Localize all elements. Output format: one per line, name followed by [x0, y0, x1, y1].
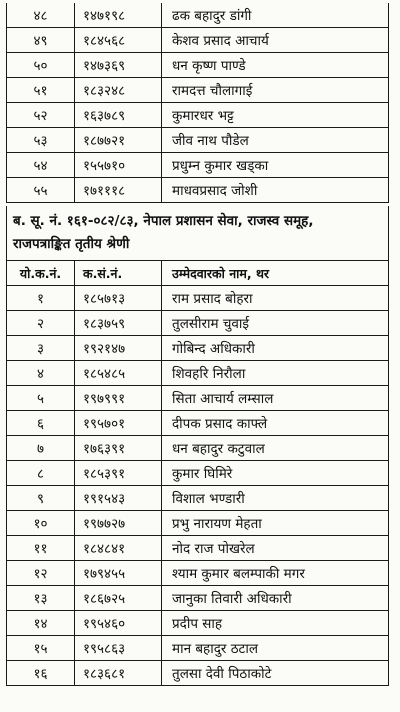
table-row: [7, 511, 389, 536]
serial-number-cell: ५०: [7, 53, 75, 78]
serial-number-cell: ११: [7, 536, 75, 561]
roll-number-cell: १९१५४३: [75, 486, 162, 511]
header-name: उम्मेदवारको नाम, थर: [162, 261, 389, 286]
roll-number-cell: १८३६८१: [75, 661, 162, 686]
serial-number-cell: ५२: [7, 103, 75, 128]
serial-number-cell: १२: [7, 561, 75, 586]
table-row: [7, 178, 389, 203]
table-header: [7, 261, 389, 286]
candidate-name-cell: नोद राज पोखरेल: [162, 536, 389, 561]
table-row: [7, 486, 389, 511]
roll-number-cell: १७६३९१: [75, 436, 162, 461]
roll-number-cell: १८४८४१: [75, 536, 162, 561]
candidate-name-cell: शिवहरि निरौला: [162, 361, 389, 386]
table-row: [7, 78, 389, 103]
candidate-name-cell: रामदत्त चौलागाई: [162, 78, 389, 103]
roll-number-cell: १५५७१०: [75, 153, 162, 178]
serial-number-cell: १: [7, 286, 75, 311]
table-row: [7, 128, 389, 153]
roll-number-cell: १८३७५९: [75, 311, 162, 336]
candidate-table: [6, 260, 389, 686]
roll-number-cell: १८६७२५: [75, 586, 162, 611]
section-heading-line1: ब. सू. नं. १६१-०८२/८३, नेपाल प्रशासन सेवा, राजस्व समूह,: [13, 213, 314, 229]
candidate-name-cell: कुमारधर भट्ट: [162, 103, 389, 128]
serial-number-cell: ६: [7, 411, 75, 436]
candidate-name-cell: प्रदीप साह: [162, 611, 389, 636]
table-row: [7, 586, 389, 611]
table-row: [7, 3, 389, 28]
candidate-name-cell: धन बहादुर कटुवाल: [162, 436, 389, 461]
table-row: [7, 28, 389, 53]
candidate-name-cell: धन कृष्ण पाण्डे: [162, 53, 389, 78]
roll-number-cell: १७१११८: [75, 178, 162, 203]
serial-number-cell: ८: [7, 461, 75, 486]
serial-number-cell: ९: [7, 486, 75, 511]
roll-number-cell: १४७३६९: [75, 53, 162, 78]
table-row: [7, 411, 389, 436]
table-row: [7, 436, 389, 461]
roll-number-cell: १९७७२७: [75, 511, 162, 536]
candidate-name-cell: श्याम कुमार बलम्पाकी मगर: [162, 561, 389, 586]
candidate-name-cell: जीव नाथ पौडेल: [162, 128, 389, 153]
serial-number-cell: ७: [7, 436, 75, 461]
candidate-name-cell: जानुका तिवारी अधिकारी: [162, 586, 389, 611]
serial-number-cell: ४९: [7, 28, 75, 53]
roll-number-cell: १९२१४७: [75, 336, 162, 361]
table-row: [7, 336, 389, 361]
serial-number-cell: ५: [7, 386, 75, 411]
table-row: [7, 611, 389, 636]
serial-number-cell: ४: [7, 361, 75, 386]
candidate-name-cell: दीपक प्रसाद काफ्ले: [162, 411, 389, 436]
table-body: [7, 3, 389, 203]
table-row: [7, 153, 389, 178]
candidate-name-cell: कुमार घिमिरे: [162, 461, 389, 486]
serial-number-cell: ५३: [7, 128, 75, 153]
candidate-name-cell: माधवप्रसाद जोशी: [162, 178, 389, 203]
candidate-name-cell: ढक बहादुर डांगी: [162, 3, 389, 28]
candidate-name-cell: गोबिन्द अधिकारी: [162, 336, 389, 361]
candidate-name-cell: विशाल भण्डारी: [162, 486, 389, 511]
table-row: [7, 536, 389, 561]
table-row: [7, 461, 389, 486]
table-row: [7, 636, 389, 661]
serial-number-cell: १४: [7, 611, 75, 636]
roll-number-cell: १८५४८५: [75, 361, 162, 386]
candidate-name-cell: राम प्रसाद बोहरा: [162, 286, 389, 311]
serial-number-cell: २: [7, 311, 75, 336]
serial-number-cell: १३: [7, 586, 75, 611]
candidate-name-cell: प्रधुम्न कुमार खड्का: [162, 153, 389, 178]
serial-number-cell: ५४: [7, 153, 75, 178]
section-heading: [6, 206, 389, 260]
table-row: [7, 561, 389, 586]
table-row: [7, 311, 389, 336]
table-row: [7, 361, 389, 386]
serial-number-cell: ५५: [7, 178, 75, 203]
candidate-name-cell: मान बहादुर ठटाल: [162, 636, 389, 661]
table-row: [7, 286, 389, 311]
roll-number-cell: १९७९९१: [75, 386, 162, 411]
roll-number-cell: १८५३९१: [75, 461, 162, 486]
roll-number-cell: १८३२४८: [75, 78, 162, 103]
serial-number-cell: ५१: [7, 78, 75, 103]
roll-number-cell: १८७७२१: [75, 128, 162, 153]
roll-number-cell: १९५८६३: [75, 636, 162, 661]
table-row: [7, 386, 389, 411]
table-header-row: [7, 261, 389, 286]
roll-number-cell: १६३७८९: [75, 103, 162, 128]
candidate-name-cell: सिता आचार्य लम्साल: [162, 386, 389, 411]
table-row: [7, 661, 389, 686]
roll-number-cell: १९५७०१: [75, 411, 162, 436]
roll-number-cell: १७९४५५: [75, 561, 162, 586]
roll-number-cell: १९५४६०: [75, 611, 162, 636]
section-heading-line2: राजपत्राङ्कित तृतीय श्रेणी: [13, 236, 130, 252]
candidate-name-cell: तुलसा देवी पिठाकोटे: [162, 661, 389, 686]
roll-number-cell: १८५७१३: [75, 286, 162, 311]
serial-number-cell: ३: [7, 336, 75, 361]
serial-number-cell: १५: [7, 636, 75, 661]
roll-number-cell: १८४५६८: [75, 28, 162, 53]
serial-number-cell: १०: [7, 511, 75, 536]
candidate-name-cell: प्रभु नारायण मेहता: [162, 511, 389, 536]
header-roll: क.सं.नं.: [75, 261, 162, 286]
table-row: [7, 53, 389, 78]
roll-number-cell: १४७१९८: [75, 3, 162, 28]
candidate-name-cell: तुलसीराम चुवाई: [162, 311, 389, 336]
candidate-table-continued: [6, 3, 389, 203]
candidate-name-cell: केशव प्रसाद आचार्य: [162, 28, 389, 53]
table-body: [7, 286, 389, 686]
serial-number-cell: १६: [7, 661, 75, 686]
table-row: [7, 103, 389, 128]
header-serial: यो.क.नं.: [7, 261, 75, 286]
serial-number-cell: ४८: [7, 3, 75, 28]
